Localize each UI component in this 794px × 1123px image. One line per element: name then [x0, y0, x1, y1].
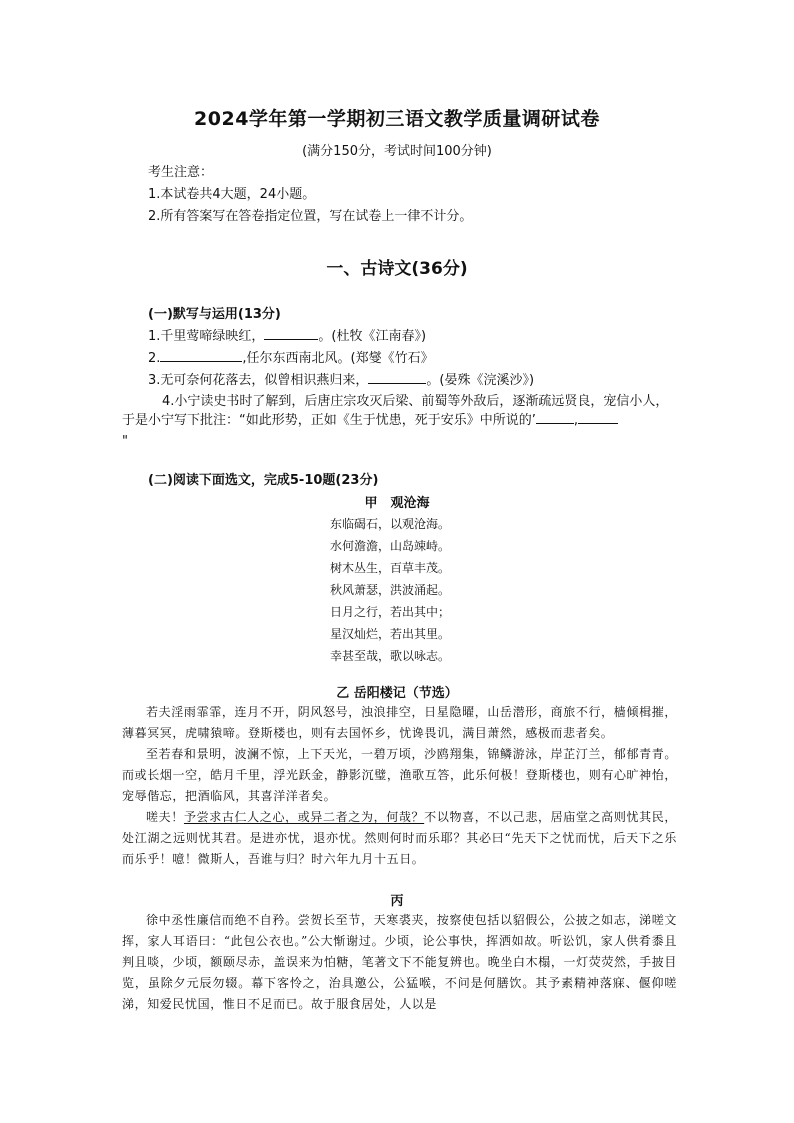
article-b-body: [122, 702, 677, 870]
notice-item: 2.所有答案写在答卷指定位置，写在试卷上一律不计分。: [148, 209, 473, 224]
underlined-sentence: 予尝求古仁人之心，或异二者之为，何哉？: [183, 810, 425, 824]
answer-blank: [578, 409, 618, 424]
section-title: 一、古诗文(36分): [326, 259, 468, 279]
part1-heading: (一)默写与运用(13分): [148, 307, 281, 322]
notice-item: 1.本试卷共4大题，24小题。: [148, 187, 316, 202]
answer-blank: [368, 369, 426, 384]
article-b-paragraph: 若夫淫雨霏霏，连月不开，阴风怒号，浊浪排空，日星隐曜，山岳潜形，商旅不行，樯倾楫摧，薄暮冥冥，虎啸猿啼。登斯楼也，则有去国怀乡，忧谗畏讥，满目萧然，感极而悲者矣。: [122, 705, 677, 740]
notice-block: [148, 162, 472, 228]
article-b-paragraph: 至若春和景明，波澜不惊，上下天光，一碧万顷，沙鸥翔集，锦鳞游泳，岸芷汀兰，郁郁青青。而或长烟一空，皓月千里，浮光跃金，静影沉璧，渔歌互答，此乐何极！登斯楼也，则有心旷神怡，宠辱偕忘，把酒临风，其喜洋洋者矣。: [122, 747, 677, 803]
question-4: 4.小宁读史书时了解到，后唐庄宗攻灭后梁、前蜀等外敌后，逐渐疏远贤良，宠信小人，: [162, 394, 669, 409]
part2-heading: (二)阅读下面选文，完成5-10题(23分): [148, 473, 379, 488]
question-4-continued: [122, 409, 682, 452]
article-b-title: 乙 岳阳楼记（节选）: [336, 686, 458, 701]
article-c-body: [122, 910, 677, 1030]
poem-line: 日月之行，若出其中；: [330, 605, 451, 619]
answer-blank: [160, 347, 242, 362]
notice-heading: 考生注意：: [148, 165, 214, 180]
poem-title: 甲 观沧海: [364, 496, 430, 511]
article-b-paragraph: 嗟夫！予尝求古仁人之心，或异二者之为，何哉？不以物喜，不以己悲，居庙堂之高则忧其民，处江湖之远则忧其君。是进亦忧，退亦忧。然则何时而乐耶？其必曰“先天下之忧而忧，后天下之乐而乐乎！噫！微斯人，吾谁与归？时六年九月十五日。: [122, 810, 677, 866]
poem-body: [330, 513, 450, 667]
article-c-title: 丙: [390, 894, 404, 909]
poem-line: 星汉灿烂，若出其里。: [330, 627, 451, 641]
exam-subtitle: (满分150分，考试时间100分钟): [302, 144, 492, 159]
question-1: 1.千里莺啼绿映红， 。(杜牧《江南春》): [148, 325, 676, 347]
part1-questions: [148, 304, 676, 412]
question-3: 3.无可奈何花落去，似曾相识燕归来， 。(晏殊《浣溪沙》): [148, 369, 676, 391]
article-c-paragraph: 徐中丞性廉信而绝不自矜。尝贺长至节，天寒裘夹，按察使包括以貂假公，公披之如志，涕嗟文挥，家人耳语曰：“此包公衣也。”公大惭谢过。少顷，论公事快，挥洒如故。听讼饥，家人供肴黍且判且啖，少顷，额颐尽赤，盖误来为怕糖，笔著文下不能复辨也。晚坐白木榻，一灯荧荧然，手披目览，虽除夕元辰勿辍。幕下客怜之，治具邀公，公猛喉，不问是何膳饮。其予素精神落寐、偃仰嗟涕，知爱民忧国，惟日不足而已。故于服食居处，人以是: [122, 913, 677, 1011]
question-4-line-2: 于是小宁写下批注：“如此形势，正如《生于忧患，死于安乐》中所说的’ ,: [122, 409, 682, 431]
poem-line: 秋风萧瑟，洪波涌起。: [330, 583, 451, 597]
question-4-end-mark: ": [122, 434, 128, 449]
question-2: 2. ,任尔东西南北风。(郑燮《竹石》: [148, 347, 676, 369]
poem-line: 水何澹澹，山岛竦峙。: [330, 539, 451, 553]
poem-line: 东临碣石，以观沧海。: [330, 517, 451, 531]
page-title: 2024学年第一学期初三语文教学质量调研试卷: [194, 108, 600, 130]
answer-blank: [536, 409, 574, 424]
poem-line: 幸甚至哉，歌以咏志。: [330, 649, 451, 663]
poem-line: 树木丛生，百草丰茂。: [330, 561, 451, 575]
answer-blank: [264, 325, 318, 340]
part2-heading-block: [148, 470, 676, 491]
